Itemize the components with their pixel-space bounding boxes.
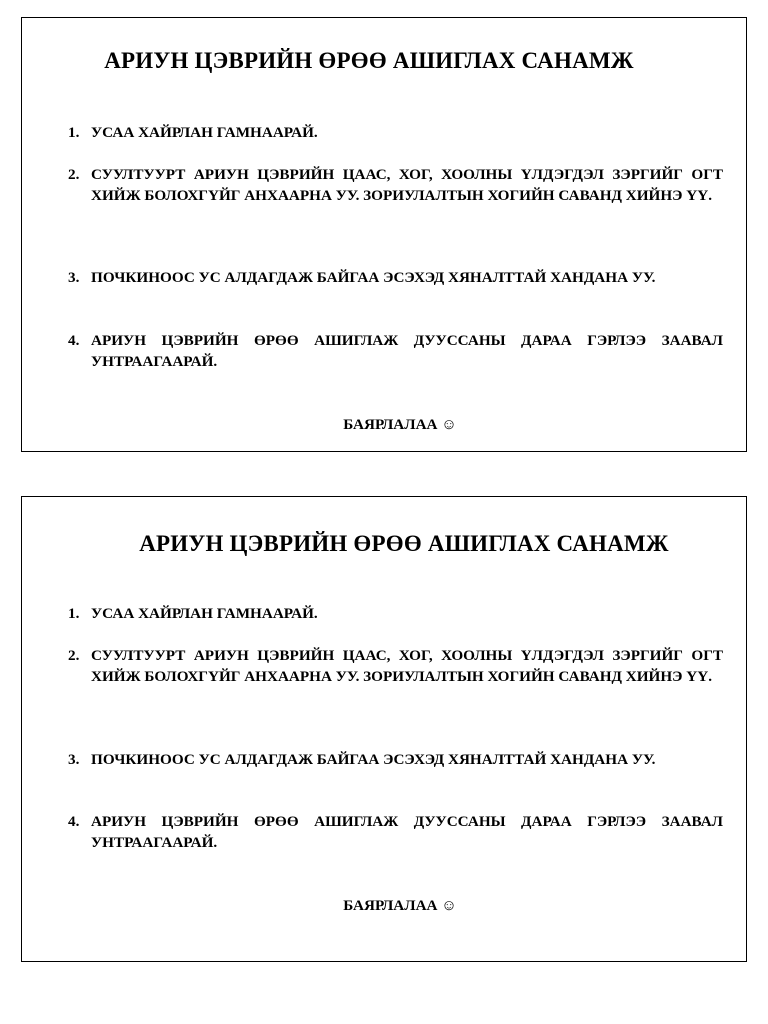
rule-item <box>68 811 723 853</box>
rule-number: 2. <box>68 166 80 183</box>
rule-number: 4. <box>68 813 80 830</box>
notice-title: АРИУН ЦЭВРИЙН ӨРӨӨ АШИГЛАХ САНАМЖ <box>104 48 634 73</box>
rule-number: 4. <box>68 332 80 349</box>
rules-list <box>22 18 746 451</box>
rule-text: УСАА ХАЙРЛАН ГАМНААРАЙ. <box>91 124 318 141</box>
rule-text: АРИУН ЦЭВРИЙН ӨРӨӨ АШИГЛАЖ ДУУССАНЫ ДАРАА ГЭРЛЭЭ ЗААВАЛ УНТРААГААРАЙ. <box>91 813 723 851</box>
rule-text: ПОЧКИНООС УС АЛДАГДАЖ БАЙГАА ЭСЭХЭД ХЯНАЛТТАЙ ХАНДАНА УУ. <box>91 269 656 286</box>
rule-text: УСАА ХАЙРЛАН ГАМНААРАЙ. <box>91 605 318 622</box>
rule-item <box>68 267 723 288</box>
rule-number: 2. <box>68 647 80 664</box>
rule-item <box>68 122 723 143</box>
rule-number: 3. <box>68 269 80 286</box>
thanks-text: БАЯРЛАЛАА ☺ <box>343 897 457 914</box>
rule-number: 3. <box>68 751 80 768</box>
rule-number: 1. <box>68 124 80 141</box>
thanks-text: БАЯРЛАЛАА ☺ <box>343 416 457 433</box>
rule-text: ПОЧКИНООС УС АЛДАГДАЖ БАЙГАА ЭСЭХЭД ХЯНАЛТТАЙ ХАНДАНА УУ. <box>91 751 656 768</box>
rule-item <box>68 645 723 687</box>
rule-text: СУУЛТУУРТ АРИУН ЦЭВРИЙН ЦААС, ХОГ, ХООЛНЫ ҮЛДЭГДЭЛ ЗЭРГИЙГ ОГТ ХИЙЖ БОЛОХГҮЙГ АНХААРНА УУ. ЗОРИУЛАЛТЫН ХОГИЙН САВАНД ХИЙНЭ ҮҮ. <box>91 647 723 685</box>
rule-item <box>68 164 723 206</box>
rule-text: СУУЛТУУРТ АРИУН ЦЭВРИЙН ЦААС, ХОГ, ХООЛНЫ ҮЛДЭГДЭЛ ЗЭРГИЙГ ОГТ ХИЙЖ БОЛОХГҮЙГ АНХААРНА УУ. ЗОРИУЛАЛТЫН ХОГИЙН САВАНД ХИЙНЭ ҮҮ. <box>91 166 723 204</box>
rules-list <box>22 497 746 961</box>
rule-text: АРИУН ЦЭВРИЙН ӨРӨӨ АШИГЛАЖ ДУУССАНЫ ДАРАА ГЭРЛЭЭ ЗААВАЛ УНТРААГААРАЙ. <box>91 332 723 370</box>
notice-card <box>21 496 747 962</box>
rule-item <box>68 330 723 372</box>
rule-number: 1. <box>68 605 80 622</box>
rule-item <box>68 603 723 624</box>
rule-item <box>68 749 723 770</box>
notice-card <box>21 17 747 452</box>
notice-title: АРИУН ЦЭВРИЙН ӨРӨӨ АШИГЛАХ САНАМЖ <box>139 531 669 556</box>
